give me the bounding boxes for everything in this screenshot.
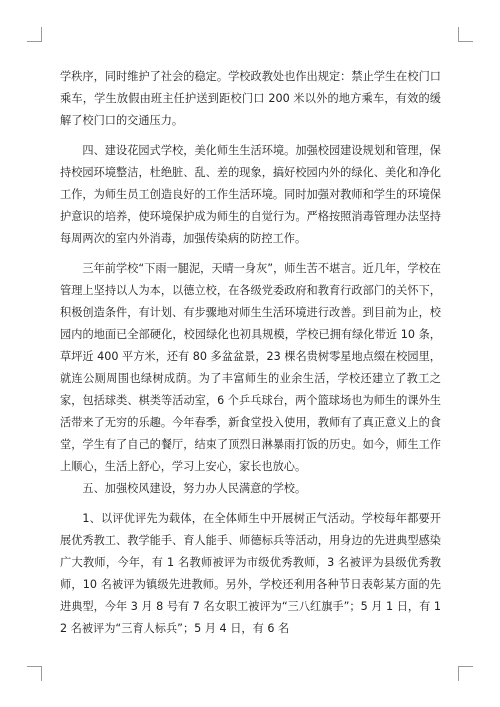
document-body — [60, 66, 441, 640]
paragraph-section-five: 五、加强校风建设，努力办人民满意的学校。 — [82, 482, 307, 495]
crop-mark-bottom-right — [458, 666, 473, 681]
crop-mark-top-right — [458, 27, 473, 42]
paragraph-continued: 学秩序，同时维护了社会的稳定。学校政教处也作出规定：禁止学生在校门口乘车，学生放假由班主任护送到距校门口 200 米以外的地方乘车，有效的缓解了校门口的交通压力。 — [60, 70, 441, 127]
paragraph-item-one: 1、以评优评先为载体，在全体师生中开展树正气活动。学校每年都要开展优秀教工、教学能手、育人能手、师德标兵等活动，用身边的先进典型感染广大教师，今年，有 1 名教师被评为市级优秀教师，3 名被评为县级优秀教师，10 名被评为镇级先进教师。另外，学校还利用各种节日表彰某方面的先进典型，今年 3 月 8 号有 7 名女职工被评为“三八红旗手”；5 月 1 日，有 12 名被评为“三育人标兵”；5 月 4 日，有 6 名 — [60, 512, 441, 635]
paragraph-campus-environment: 三年前学校“下雨一腿泥，天晴一身灰”，师生苦不堪言。近几年，学校在管理上坚持以人为本，以德立校，在各级党委政府和教育行政部门的关怀下，积极创造条件，有计划、有步骤地对师生生活环境进行改善。到目前为止，校园内的地面已全部硬化，校园绿化也初具规模，学校已拥有绿化带近 10 条，草坪近 400 平方米，还有 80 多盆盆景，23 棵名贵树零星地点缀在校园里，就连公厕周围也绿树成荫。为了丰富师生的业余生活，学校还建立了教工之家，包括球类、棋类等活动室，6 个乒乓球台，两个篮球场也为师生的课外生活带来了无穷的乐趣。今年春季，新食堂投入使用，教师有了真正意义上的食堂，学生有了自己的餐厅，结束了顶烈日淋暴雨打饭的历史。如今，师生工作上顺心，生活上舒心，学习上安心，家长也放心。 — [60, 262, 441, 473]
paragraph-section-four: 四、建设花园式学校，美化师生生活环境。加强校园建设规划和管理，保持校园环境整洁，杜绝脏、乱、差的现象，搞好校园内外的绿化、美化和净化工作，为师生员工创造良好的工作生活环境。同时加强对教师和学生的环境保护意识的培养，使环境保护成为师生的自觉行为。严格按照消毒管理办法坚持每周两次的室内外消毒，加强传染病的防控工作。 — [60, 144, 441, 245]
crop-mark-top-left — [27, 27, 42, 42]
crop-mark-bottom-left — [27, 666, 42, 681]
